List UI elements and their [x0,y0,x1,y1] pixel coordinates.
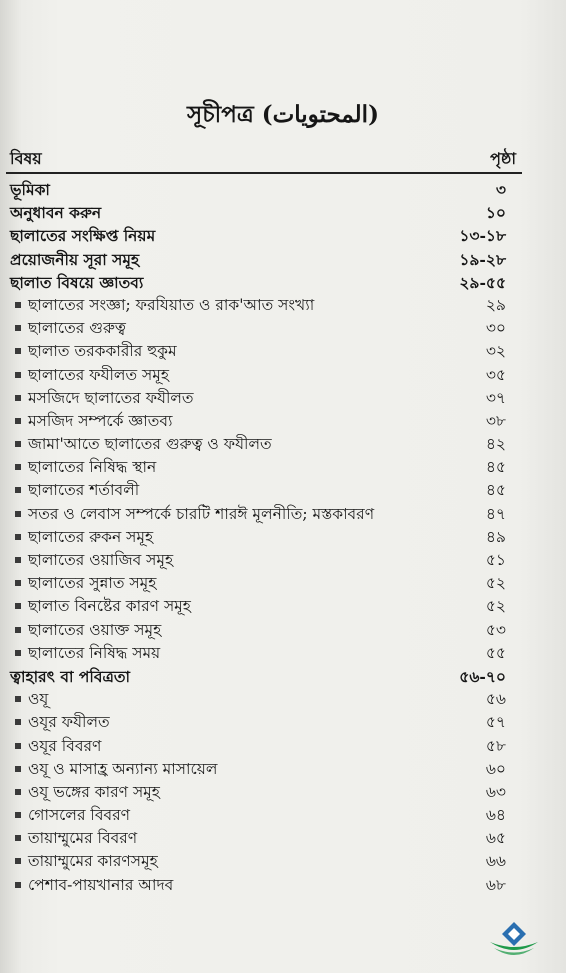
toc-row [10,711,506,734]
toc-entry-page: ২৯ [485,295,506,314]
toc-row [10,665,506,688]
square-bullet-icon [15,418,21,424]
toc-entry-page: ৩ [495,180,506,199]
toc-entry-title: ছালাতের ফযীলত সমূহ [28,365,170,384]
toc-entry-page: ৫৫ [485,643,506,662]
square-bullet-icon [15,441,21,447]
toc-entry-page: ৪৫ [485,481,506,500]
toc-row [10,758,506,781]
square-bullet-icon [15,464,21,470]
square-bullet-icon [15,882,21,888]
toc-entry-page: ৪৭ [485,504,506,523]
toc-entry-page: ৫৩ [485,620,506,639]
toc-entry-page: ৬৮ [485,875,506,894]
toc-entry-title: ভূমিকা [10,180,50,199]
toc-entry-page: ১০ [485,203,506,223]
square-bullet-icon [15,789,21,795]
page-title: সূচীপত্র (المحتويات) [187,101,379,128]
toc-entry-page: ৫৭ [485,713,506,732]
toc-entry-title: ওযূ ও মাসাহ্র অন্যান্য মাসায়েল [28,759,218,778]
toc-entry-title: জামা'আতে ছালাতের গুরুত্ব ও ফযীলত [28,435,272,454]
toc-row [10,572,506,595]
toc-row [10,827,506,850]
toc-row [10,642,506,665]
publisher-logo-icon [484,918,544,960]
square-bullet-icon [15,348,21,354]
toc-entry-title: ছালাতের নিষিদ্ধ সময় [28,643,161,662]
toc-entry-page: ৩২ [485,342,506,361]
toc-entry-title: অনুধাবন করুন [10,203,102,223]
toc-entry-title: ছালাতের শর্তাবলী [28,481,140,500]
page-column-label: পৃষ্ঠা [490,149,516,168]
toc-entry-page: ৫৬-৭০ [459,666,506,686]
toc-entry-page: ৬৩ [485,782,506,801]
toc-entry-title: পেশাব-পায়খানার আদব [28,875,174,894]
toc-entry-title: গোসলের বিবরণ [28,806,130,825]
toc-row [10,178,506,201]
square-bullet-icon [15,302,21,308]
square-bullet-icon [15,487,21,493]
toc-entry-title: ছালাতের ওয়াজিব সমূহ [28,551,174,569]
toc-entry-page: ৬৬ [485,852,506,871]
square-bullet-icon [15,534,21,540]
toc-entry-page: ৬০ [485,759,506,778]
toc-entry-title: ছালাত বিষয়ে জ্ঞাতব্য [10,272,144,292]
toc-row [10,271,506,294]
toc-entry-title: ওযূর বিবরণ [28,736,102,755]
toc-row [10,479,506,502]
toc-row [10,595,506,618]
square-bullet-icon [15,858,21,864]
toc-row [10,364,506,387]
toc-row [10,387,506,410]
square-bullet-icon [15,719,21,725]
toc-entry-page: ১৯-২৮ [459,249,506,269]
subject-column-label: বিষয় [10,149,42,168]
square-bullet-icon [15,557,21,563]
toc-row [10,224,506,247]
toc-entry-title: ছালাতের সুন্নাত সমূহ [28,574,157,593]
square-bullet-icon [15,650,21,656]
toc-row [10,294,506,317]
toc-row [10,804,506,827]
toc-entry-title: ওযূর ফযীলত [28,713,110,732]
toc-row [10,549,506,572]
toc-entry-page: ৩৭ [485,388,506,407]
toc-row [10,850,506,873]
toc-row [10,317,506,340]
toc-row [10,201,506,224]
toc-entry-page: ৩৫ [485,365,506,384]
toc-row [10,503,506,526]
toc-row [10,456,506,479]
toc-entry-page: ৪৫ [485,458,506,477]
toc-entry-title: ছালাতের রুকন সমূহ [28,527,154,546]
toc-entry-title: ছালাত বিনষ্টের কারণ সমূহ [28,597,191,616]
toc-row [10,874,506,897]
toc-entry-page: ২৯-৫৫ [459,272,506,292]
square-bullet-icon [15,372,21,378]
square-bullet-icon [15,696,21,702]
toc-entry-title: ছালাতের সংক্ষিপ্ত নিয়ম [10,226,156,246]
toc-entry-page: ৩০ [485,319,506,338]
square-bullet-icon [15,766,21,772]
square-bullet-icon [15,743,21,749]
toc-list [10,178,506,897]
toc-entry-title: মসজিদে ছালাতের ফযীলত [28,388,194,407]
toc-entry-title: সতর ও লেবাস সম্পর্কে চারটি শারঈ মূলনীতি; মস্তকাবরণ [28,504,375,523]
toc-row [10,340,506,363]
toc-entry-page: ৬৪ [485,806,506,825]
toc-entry-title: মসজিদ সম্পর্কে জ্ঞাতব্য [28,411,173,430]
toc-entry-title: ছালাতের সংজ্ঞা; ফরযিয়াত ও রাক'আত সংখ্যা [28,295,315,314]
toc-entry-title: তায়াম্মুমের কারণসমূহ [28,852,158,871]
toc-entry-page: ১৩-১৮ [459,226,506,246]
toc-header [10,146,516,170]
toc-entry-title: ছালাতের ওয়াক্ত সমূহ [28,620,162,639]
toc-row [10,735,506,758]
toc-row [10,248,506,271]
toc-entry-title: ওযূ ভঙ্গের কারণ সমূহ [28,782,160,801]
square-bullet-icon [15,580,21,586]
toc-entry-page: ৪২ [485,435,506,454]
toc-entry-page: ৫৬ [485,690,506,709]
toc-row [10,619,506,642]
toc-row [10,526,506,549]
header-divider [6,172,522,174]
square-bullet-icon [15,325,21,331]
toc-entry-title: ছালাতের নিষিদ্ধ স্থান [28,458,157,477]
toc-entry-page: ৫৮ [485,736,506,755]
toc-entry-title: ওযূ [28,690,49,709]
toc-row [10,781,506,804]
toc-entry-title: ত্বাহারৎ বা পবিত্রতা [10,666,130,686]
toc-entry-title: তায়াম্মুমের বিবরণ [28,829,138,848]
toc-entry-title: ছালাতের গুরুত্ব [28,319,126,338]
toc-entry-page: ৩৮ [485,411,506,430]
square-bullet-icon [15,812,21,818]
toc-entry-page: ৬৫ [485,829,506,848]
toc-entry-page: ৫২ [485,574,506,593]
toc-row [10,410,506,433]
square-bullet-icon [15,603,21,609]
toc-entry-title: প্রয়োজনীয় সূরা সমূহ [10,249,140,269]
square-bullet-icon [15,395,21,401]
square-bullet-icon [15,835,21,841]
toc-entry-page: ৫২ [485,597,506,616]
toc-row [10,433,506,456]
square-bullet-icon [15,511,21,517]
toc-entry-page: ৫১ [485,551,506,569]
square-bullet-icon [15,627,21,633]
toc-row [10,688,506,711]
toc-entry-page: ৪৯ [485,527,506,546]
toc-entry-title: ছালাত তরককারীর হুকুম [28,342,177,361]
